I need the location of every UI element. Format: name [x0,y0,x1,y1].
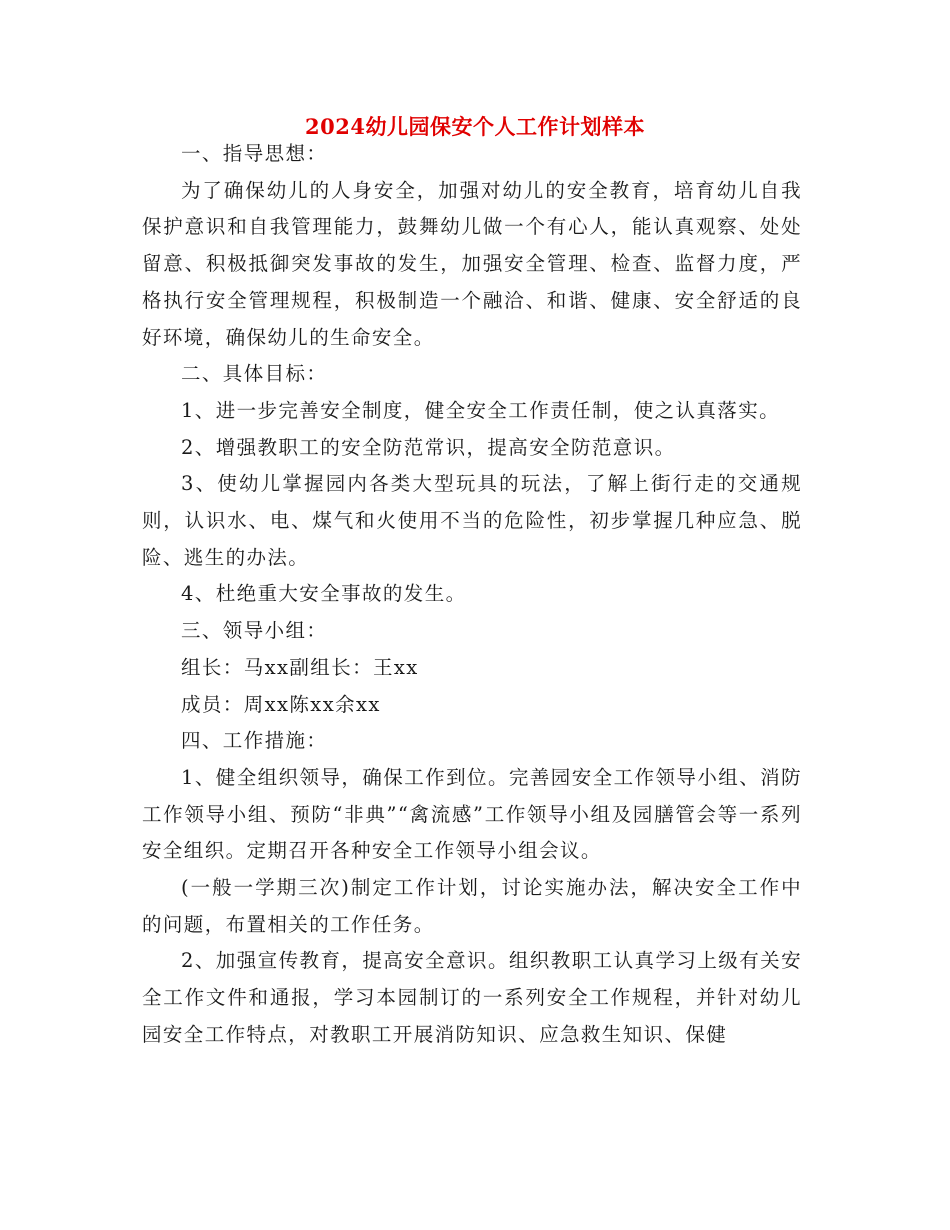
heading-work-measures: 四、工作措施： [181,729,328,753]
measure-item-1-continued: (一般一学期三次)制定工作计划，讨论实施办法，解决安全工作中的问题，布置相关的工作任务。 [142,876,802,936]
goal-item-4: 4、杜绝重大安全事故的发生。 [181,582,467,606]
goal-item-2: 2、增强教职工的安全防范常识，提高安全防范意识。 [181,435,676,459]
goal-item-1: 1、进一步完善安全制度，健全安全工作责任制，使之认真落实。 [181,398,781,422]
leadership-members: 成员：周xx陈xx余xx [181,692,381,716]
measure-item-1: 1、健全组织领导，确保工作到位。完善园安全工作领导小组、消防工作领导小组、预防“非典”“禽流感”工作领导小组及园膳管会等一系列安全组织。定期召开各种安全工作领导小组会议。 [142,765,802,863]
paragraph-guiding-ideology: 为了确保幼儿的人身安全，加强对幼儿的安全教育，培育幼儿自我保护意识和自我管理能力，鼓舞幼儿做一个有心人，能认真观察、处处留意、积极抵御突发事故的发生，加强安全管理、检查、监督力度，严格执行安全管理规程，积极制造一个融洽、和谐、健康、安全舒适的良好环境，确保幼儿的生命安全。 [142,178,802,349]
heading-specific-goals: 二、具体目标： [181,362,328,386]
goal-item-3: 3、使幼儿掌握园内各类大型玩具的玩法，了解上街行走的交通规则，认识水、电、煤气和火使用不当的危险性，初步掌握几种应急、脱险、逃生的办法。 [142,472,802,569]
measure-item-2: 2、加强宣传教育，提高安全意识。组织教职工认真学习上级有关安全工作文件和通报，学习本园制订的一系列安全工作规程，并针对幼儿园安全工作特点，对教职工开展消防知识、应急救生知识、保健 [142,949,802,1046]
leadership-leaders: 组长：马xx副组长：王xx [181,655,419,679]
document-body [142,136,802,1054]
heading-leadership-group: 三、领导小组： [181,619,328,643]
document-title: 2024幼儿园保安个人工作计划样本 [305,114,645,139]
heading-guiding-ideology: 一、指导思想： [181,142,328,165]
